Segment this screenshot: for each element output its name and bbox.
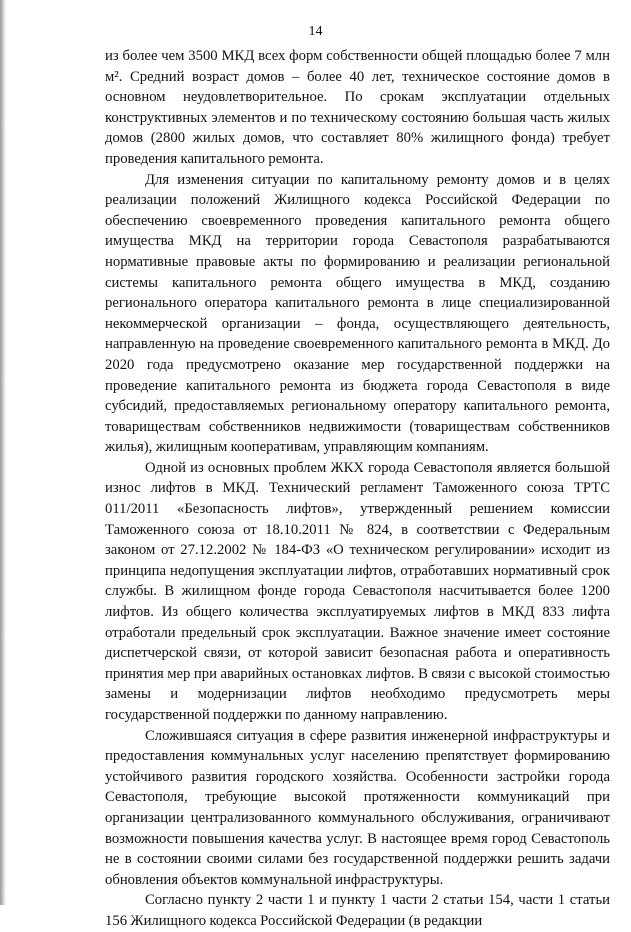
paragraph-elevators: Одной из основных проблем ЖКХ города Севастополя является большой износ лифтов в МКД. Технический регламент Таможенного союза ТРТС 011/2011 «Безопасность лифтов», утвержденный решением комиссии Таможенного союза от 18.10.2011 № 824, в соответствии с Федеральным законом от 27.12.2002 № 184-ФЗ «О техническом регулировании» исходит из принципа недопущения эксплуатации лифтов, отработавших нормативный срок службы. В жилищном фонде города Севастополя насчитывается более 1200 лифтов. Из общего количества эксплуатируемых лифтов в МКД 833 лифта отработали предельный срок эксплуатации. Важное значение имеет состояние диспетчерской связи, от которой зависит безопасная работа и оперативность принятия мер при аварийных остановках лифтов. В связи с высокой стоимостью замены и модернизации лифтов необходимо предусмотреть меры государственной поддержки по данному направлению. [105,459,610,723]
paragraph-housing-code: Согласно пункту 2 части 1 и пункту 1 части 2 статьи 154, части 1 статьи 156 Жилищного кодекса Российской Федерации (в редакции [105,892,610,929]
paragraph-continuation: из более чем 3500 МКД всех форм собственности общей площадью более 7 млн м². Средний возраст домов – более 40 лет, техническое состояние домов в основном неудовлетворительное. По срокам эксплуатации отдельных конструктивных элементов и по техническому состоянию большая часть жилых домов (2800 жилых домов, что составляет 80% жилищного фонда) требует проведения капитального ремонта. [105,48,610,167]
paragraph-capital-repair: Для изменения ситуации по капитальному ремонту домов и в целях реализации положений Жилищного кодекса Российской Федерации по обеспечению своевременного проведения капитального ремонта общего имущества МКД на территории города Севастополя разрабатываются нормативные правовые акты по формированию и реализации региональной системы капитального ремонта общего имущества в МКД, созданию регионального оператора капитального ремонта в лице специализированной некоммерческой организации – фонда, осуществляющего деятельность, направленную на проведение своевременного капитального ремонта в МКД. До 2020 года предусмотрено оказание мер государственной поддержки на проведение капитального ремонта из бюджета города Севастополя в виде субсидий, предоставляемых региональному оператору капитального ремонта, товариществам собственников недвижимости (товариществам собственников жилья), жилищным кооперативам, управляющим компаниям. [105,171,610,456]
paragraph-infrastructure: Сложившаяся ситуация в сфере развития инженерной инфраструктуры и предоставления коммунальных услуг населению препятствует формированию устойчивого развития городского хозяйства. Особенности застройки города Севастополя, требующие высокой протяженности коммуникаций при организации централизованного коммунального обслуживания, ограничивают возможности повышения качества услуг. В настоящее время город Севастополь не в состоянии своими силами без государственной поддержки решить задачи обновления объектов коммунальной инфраструктуры. [105,727,610,888]
page-number: 14 [308,24,323,39]
scan-edge-shadow [0,0,6,905]
document-body [105,46,610,932]
